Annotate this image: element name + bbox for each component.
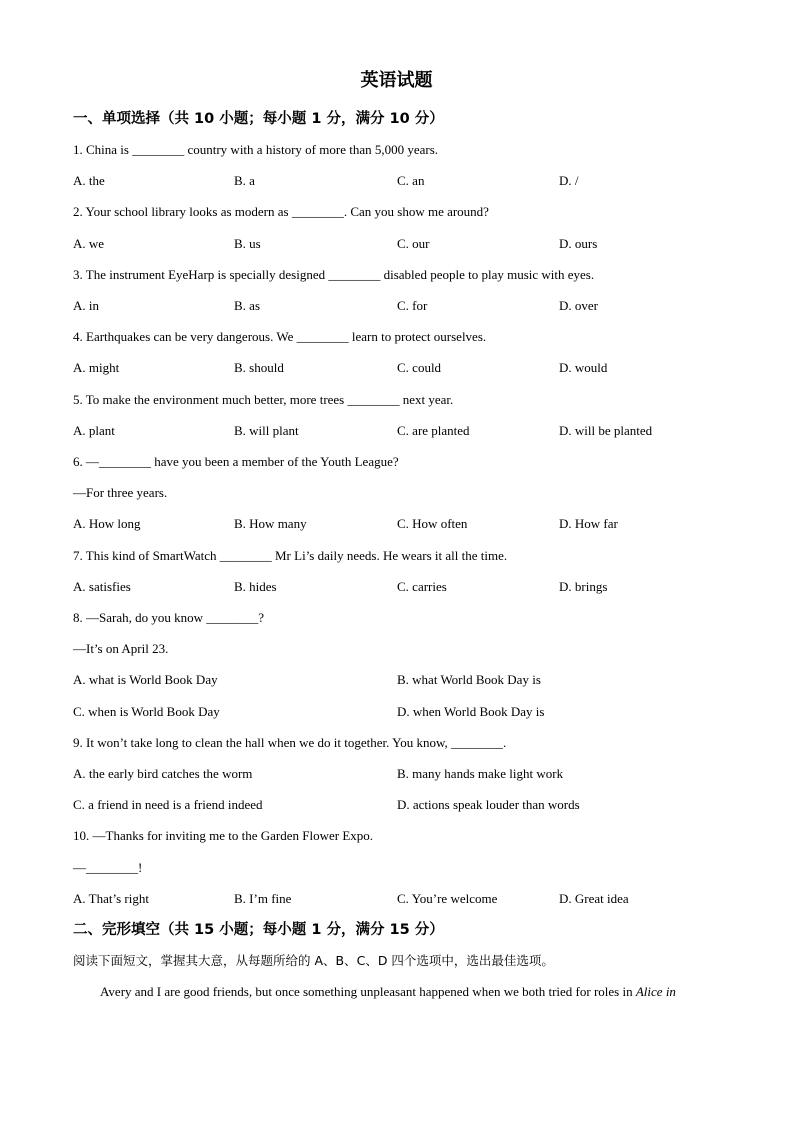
question-7-stem: 7. This kind of SmartWatch ________ Mr Li’s daily needs. He wears it all the time. [73, 548, 508, 563]
question-9-option-c: C. a friend in need is a friend indeed [73, 797, 263, 812]
question-9-option-d: D. actions speak louder than words [397, 797, 580, 812]
question-3-option-c: C. for [397, 298, 428, 313]
question-9-stem: 9. It won’t take long to clean the hall when we do it together. You know, ________. [73, 735, 507, 750]
question-2-option-d: D. ours [559, 236, 598, 251]
question-6-option-a: A. How long [73, 516, 141, 531]
question-1-option-a: A. the [73, 173, 105, 188]
question-10-option-a: A. That’s right [73, 891, 149, 906]
question-10-stem: 10. —Thanks for inviting me to the Garden Flower Expo. [73, 828, 374, 843]
question-3-stem: 3. The instrument EyeHarp is specially designed ________ disabled people to play music with eyes. [73, 267, 595, 282]
question-1-option-b: B. a [234, 173, 255, 188]
question-10-option-c: C. You’re welcome [397, 891, 498, 906]
question-6-stem: 6. —________ have you been a member of the Youth League? [73, 454, 399, 469]
question-4-stem: 4. Earthquakes can be very dangerous. We ________ learn to protect ourselves. [73, 329, 487, 344]
question-9-option-a: A. the early bird catches the worm [73, 766, 253, 781]
question-8-stem: 8. —Sarah, do you know ________? [73, 610, 265, 625]
question-10-option-d: D. Great idea [559, 891, 629, 906]
page-title: 英语试题 [360, 70, 433, 91]
question-10-reply: —________! [73, 860, 143, 875]
question-2-option-a: A. we [73, 236, 105, 251]
section-2-heading: 二、完形填空（共 15 小题；每小题 1 分，满分 15 分） [73, 922, 444, 938]
question-1-option-d: D. / [559, 173, 579, 188]
question-5-option-b: B. will plant [234, 423, 299, 438]
question-3-option-d: D. over [559, 298, 598, 313]
question-5-option-c: C. are planted [397, 423, 470, 438]
question-7-option-d: D. brings [559, 579, 608, 594]
question-4-option-d: D. would [559, 360, 608, 375]
question-8-option-a: A. what is World Book Day [73, 672, 218, 687]
question-2-option-c: C. our [397, 236, 430, 251]
passage-first-line [100, 982, 676, 1002]
passage-text: Avery and I are good friends, but once something unpleasant happened when we both tried for roles in [100, 984, 636, 999]
question-8-option-b: B. what World Book Day is [397, 672, 541, 687]
question-5-option-d: D. will be planted [559, 423, 653, 438]
section-2-instruction: 阅读下面短文，掌握其大意，从每题所给的 A、B、C、D 四个选项中，选出最佳选项。 [73, 953, 554, 968]
question-4-option-a: A. might [73, 360, 120, 375]
question-4-option-c: C. could [397, 360, 442, 375]
question-8-option-c: C. when is World Book Day [73, 704, 220, 719]
question-1-stem: 1. China is ________ country with a history of more than 5,000 years. [73, 142, 439, 157]
question-6-option-c: C. How often [397, 516, 468, 531]
question-6-option-d: D. How far [559, 516, 618, 531]
question-4-option-b: B. should [234, 360, 284, 375]
question-9-option-b: B. many hands make light work [397, 766, 564, 781]
question-5-stem: 5. To make the environment much better, more trees ________ next year. [73, 392, 454, 407]
question-7-option-b: B. hides [234, 579, 277, 594]
question-2-stem: 2. Your school library looks as modern as ________. Can you show me around? [73, 204, 489, 219]
section-1-heading: 一、单项选择（共 10 小题；每小题 1 分，满分 10 分） [73, 111, 444, 127]
question-2-option-b: B. us [234, 236, 261, 251]
question-5-option-a: A. plant [73, 423, 115, 438]
question-1-option-c: C. an [397, 173, 425, 188]
question-3-option-a: A. in [73, 298, 99, 313]
question-6-option-b: B. How many [234, 516, 307, 531]
question-10-option-b: B. I’m fine [234, 891, 292, 906]
question-7-option-a: A. satisfies [73, 579, 131, 594]
passage-italic-title: Alice in [635, 984, 676, 999]
question-7-option-c: C. carries [397, 579, 447, 594]
question-8-reply: —It’s on April 23. [73, 641, 169, 656]
question-6-reply: —For three years. [73, 485, 168, 500]
question-8-option-d: D. when World Book Day is [397, 704, 545, 719]
question-3-option-b: B. as [234, 298, 260, 313]
